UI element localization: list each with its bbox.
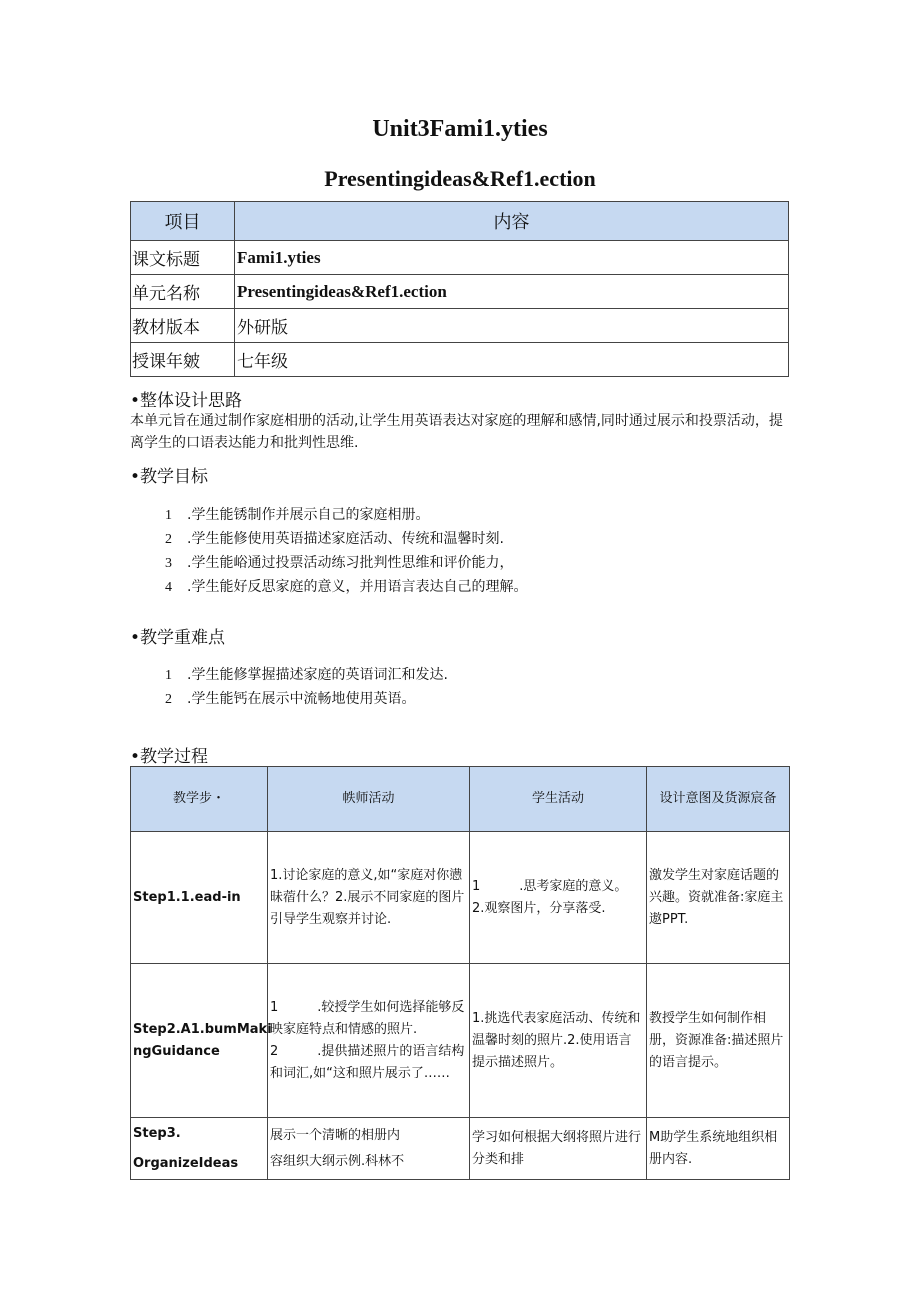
process-heading: •教学过程 (130, 747, 209, 767)
table-row (131, 309, 789, 343)
row-value: Fami1.yties (235, 241, 789, 275)
table-row (131, 241, 789, 275)
purpose-cell: 教授学生如何制作相册，资源准备:描述照片的语言提示。 (647, 964, 790, 1118)
row-label: 单元名称 (131, 275, 235, 309)
item-text: .学生能锈制作并展示自己的家庭相册。 (187, 507, 430, 523)
row-value: 外研版 (235, 309, 789, 343)
goals-list (165, 503, 527, 599)
student-cell: 1.挑选代表家庭活动、传统和温馨时刻的照片.2.使用语言提示描述照片。 (470, 964, 647, 1118)
row-label: 课文标题 (131, 241, 235, 275)
list-item (165, 687, 448, 711)
table-row (131, 275, 789, 309)
teacher-cell: 1 .较授学生如何选择能够反映家庭特点和情感的照片. 2 .提供描述照片的语言结构和词汇,如“这和照片展示了…… (268, 964, 470, 1118)
document-title: Unit3Fami1.yties (372, 116, 548, 142)
table-row (131, 343, 789, 377)
item-text: .学生能修掌握描述家庭的英语词汇和发达. (187, 667, 448, 683)
list-item (165, 527, 527, 551)
design-text: 本单元旨在通过制作家庭相册的活动,让学生用英语表达对家庭的理解和感情,同时通过展示和投票活动，提离学生的口语表达能力和批判性思维. (130, 413, 783, 451)
list-item (165, 551, 527, 575)
info-header-item: 项目 (131, 202, 235, 241)
item-number: 2 (165, 692, 172, 707)
step-cell: Step2.A1.bumMaki ngGuidance (131, 964, 268, 1118)
item-number: 1 (165, 508, 172, 523)
header-teacher: 帙师活动 (268, 767, 470, 832)
process-table (130, 766, 790, 1180)
student-cell: 学习如何根据大纲将照片进行分类和排 (470, 1118, 647, 1180)
item-text: .学生能钙在展示中流畅地使用英语。 (187, 691, 416, 707)
row-label: 授课年皴 (131, 343, 235, 377)
header-step: 教学步・ (131, 767, 268, 832)
row-value: Presentingideas&Ref1.ection (235, 275, 789, 309)
table-row (131, 964, 790, 1118)
item-text: .学生能修使用英语描述家庭活动、传统和温馨时刻. (187, 531, 504, 547)
list-item (165, 503, 527, 527)
item-text: .学生能好反思家庭的意义，并用语言表达自己的理解。 (187, 579, 528, 595)
row-label: 教材版本 (131, 309, 235, 343)
list-item (165, 663, 448, 687)
table-row (131, 832, 790, 964)
table-row (131, 1118, 790, 1180)
goals-heading: •教学目标 (130, 467, 209, 487)
row-value: 七年级 (235, 343, 789, 377)
header-purpose: 设计意图及货源宸备 (647, 767, 790, 832)
key-points-heading: •教学重难点 (130, 628, 226, 648)
document-subtitle: Presentingideas&Ref1.ection (324, 166, 596, 191)
step-cell: Step3. OrganizeIdeas (131, 1118, 268, 1180)
purpose-cell: M助学生系统地组织相册内容. (647, 1118, 790, 1180)
item-number: 3 (165, 556, 172, 571)
purpose-cell: 激发学生对家庭话题的兴趣。资就准备:家庭主遨PPT. (647, 832, 790, 964)
list-item (165, 575, 527, 599)
key-points-list (165, 663, 448, 711)
item-text: .学生能峪通过投票活动练习批判性思维和评价能力， (187, 555, 514, 571)
info-table-header (131, 202, 789, 241)
item-number: 4 (165, 580, 172, 595)
student-cell: 1 .思考家庭的意义。 2.观察图片，分享落受. (470, 832, 647, 964)
info-table (130, 201, 789, 377)
item-number: 2 (165, 532, 172, 547)
process-table-header (131, 767, 790, 832)
item-number: 1 (165, 668, 172, 683)
info-header-content: 内容 (235, 202, 789, 241)
teacher-cell: 1.讨论家庭的意义,如“家庭对你懑昧蓿什么？2.展示不同家庭的图片引导学生观察并讨论. (268, 832, 470, 964)
teacher-cell: 展示一个清晰的相册内 容组织大纲示例.科林不 (268, 1118, 470, 1180)
design-heading: •整体设计思路 (130, 391, 243, 411)
step-cell: Step1.1.ead-in (131, 832, 268, 964)
header-student: 学生活动 (470, 767, 647, 832)
